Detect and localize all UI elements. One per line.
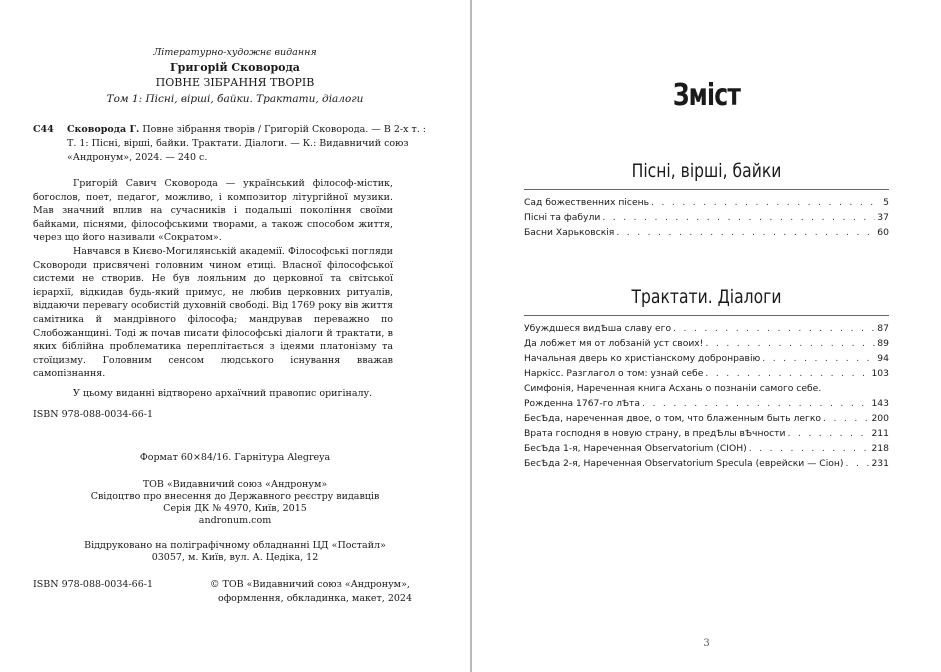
toc-item-title: БесѢда 2-я, Нареченная Observatorium Specula (еврейски — Сіон) — [524, 458, 844, 469]
section-heading-2: Трактати. Діалоги — [631, 286, 782, 308]
toc-row[interactable] — [524, 323, 889, 338]
certificate-line: Свідоцтво про внесення до Державного реєстру видавців — [90, 491, 380, 502]
toc-item-page: 87 — [877, 323, 889, 334]
toc-row[interactable] — [524, 227, 889, 242]
section-rule-2 — [524, 315, 889, 316]
toc-item-page: 103 — [871, 368, 889, 379]
toc-row[interactable] — [524, 428, 889, 443]
toc-item-page: 218 — [871, 443, 889, 454]
toc-item-page: 94 — [877, 353, 889, 364]
toc-row[interactable] — [524, 458, 889, 473]
isbn-bottom: ISBN 978-088-0034-66-1 — [33, 579, 153, 590]
toc-leader — [705, 338, 875, 349]
printed-line: Віддруковано на поліграфічному обладнанні ЦД «Постайл» — [84, 540, 386, 551]
toc-list-2 — [524, 323, 889, 473]
biography-text — [33, 177, 393, 401]
catalog-line-3: «Андронум», 2024. — 240 с. — [67, 152, 208, 163]
right-page — [472, 0, 941, 672]
toc-item-title: Да лобжет мя от лобзаній уст своих! — [524, 338, 704, 349]
format-line: Формат 60×84/16. Гарнітура Alegreya — [139, 452, 331, 463]
copyright-line-2: оформлення, обкладинка, макет, 2024 — [218, 593, 413, 604]
toc-leader — [673, 323, 875, 334]
toc-item-title: БесѢда 1-я, Нареченная Observatorium (СІОН) — [524, 443, 747, 454]
toc-item-title: Симфонія, Нареченная книга Асхань о познаніи самого себе. — [524, 383, 822, 394]
catalog-line-2: Т. 1: Пісні, вірші, байки. Трактати. Діалоги. — К.: Видавничий союз — [67, 138, 409, 149]
toc-row[interactable] — [524, 368, 889, 383]
toc-item-title: Убуждшеся видѢша славу его — [524, 323, 672, 334]
toc-item-title: БесѢда, нареченная двое, о том, что блаженным быть легко — [524, 413, 822, 424]
toc-leader — [602, 212, 875, 223]
copyright-line-1: © ТОВ «Видавничий союз «Андронум», — [210, 579, 410, 590]
catalog-line-1 — [67, 123, 426, 136]
toc-leader — [749, 443, 870, 454]
toc-row[interactable] — [524, 338, 889, 353]
section-heading-1: Пісні, вірші, байки — [631, 160, 782, 182]
toc-item-title: Начальная дверь ко христіанскому добронравію — [524, 353, 761, 364]
toc-item-title: Пісні та фабули — [524, 212, 601, 223]
toc-item-page: 200 — [871, 413, 889, 424]
page-number: 3 — [703, 638, 710, 649]
author-name: Григорій Сковорода — [170, 61, 300, 74]
catalog-line-1-text: Повне зібрання творів / Григорій Сковорода. — В 2-х т. : — [139, 124, 426, 135]
toc-item-page: 60 — [877, 227, 889, 238]
address-line: 03057, м. Київ, вул. А. Цедіка, 12 — [151, 552, 319, 563]
toc-row[interactable] — [524, 197, 889, 212]
toc-item-title: Сад божественних пісень — [524, 197, 650, 208]
toc-leader — [787, 428, 869, 439]
toc-item-title: Наркісс. Разглагол о том: узнай себе — [524, 368, 704, 379]
toc-row[interactable] — [524, 413, 889, 428]
toc-row[interactable] — [524, 398, 889, 413]
toc-title: Зміст — [672, 78, 741, 113]
toc-item-title: Рожденна 1767-го лѢта — [524, 398, 641, 409]
toc-row[interactable] — [524, 353, 889, 368]
toc-row[interactable] — [524, 443, 889, 458]
toc-item-title: Басни Харьковскія — [524, 227, 615, 238]
toc-row[interactable] — [524, 383, 889, 398]
volume-title: Том 1: Пісні, вірші, байки. Трактати, діалоги — [106, 93, 364, 105]
paragraph-2: Навчався в Києво-Могилянській академії. Філософські погляди Сковороди присвячені головним чином етиці. Власної філософської системи не створив. Не був лояльним до церковної та світської ієрархії, відкидав будь-який примус, не любив церковних ритуалів, віддаючи перевагу особистій духовній свободі. Від 1769 року вів життя самітника й мандрівного філософа; мандрував переважно по Слобожанщині. Тоді ж почав писати філософські діалоги й трактати, в яких біблійна проблематика переплітається з ідеями платонізму та стоїцизму. Головним сенсом людського існування вважав самопізнання. — [33, 245, 393, 380]
toc-list-1 — [524, 197, 889, 242]
left-page — [0, 0, 470, 672]
toc-item-page: 143 — [871, 398, 889, 409]
toc-item-page: 37 — [877, 212, 889, 223]
section-rule-1 — [524, 189, 889, 190]
toc-item-page: 89 — [877, 338, 889, 349]
toc-leader — [846, 458, 870, 469]
toc-leader — [642, 398, 869, 409]
toc-leader — [762, 353, 875, 364]
toc-item-page: 5 — [883, 197, 889, 208]
edition-type: Літературно-художнє видання — [153, 47, 317, 58]
toc-row[interactable] — [524, 212, 889, 227]
toc-leader — [823, 413, 869, 424]
book-title: ПОВНЕ ЗІБРАННЯ ТВОРІВ — [155, 76, 315, 89]
toc-item-page: 231 — [871, 458, 889, 469]
toc-leader — [616, 227, 875, 238]
toc-leader — [651, 197, 881, 208]
publisher-name: ТОВ «Видавничий союз «Андронум» — [142, 479, 328, 490]
catalog-code: С44 — [33, 124, 54, 135]
paragraph-1: Григорій Савич Сковорода — український філософ-містик, богослов, поет, педагог, можливо, і композитор літургійної музики. Мав значний вплив на сучасників і подальші покоління своїми байками, піснями, філософськими творами, а також способом життя, через що його називали «Сократом». — [33, 178, 393, 244]
catalog-author: Сковорода Г. — [67, 124, 140, 135]
toc-item-page: 211 — [871, 428, 889, 439]
isbn-top: ISBN 978-088-0034-66-1 — [33, 409, 153, 420]
series-line: Серія ДК № 4970, Київ, 2015 — [163, 503, 307, 514]
paragraph-3: У цьому виданні відтворено архаїчний правопис оригіналу. — [73, 387, 373, 399]
toc-leader — [705, 368, 869, 379]
website: andronum.com — [198, 515, 272, 526]
toc-item-title: Врата господня в новую страну, в предѢлы вѢчности — [524, 428, 786, 439]
